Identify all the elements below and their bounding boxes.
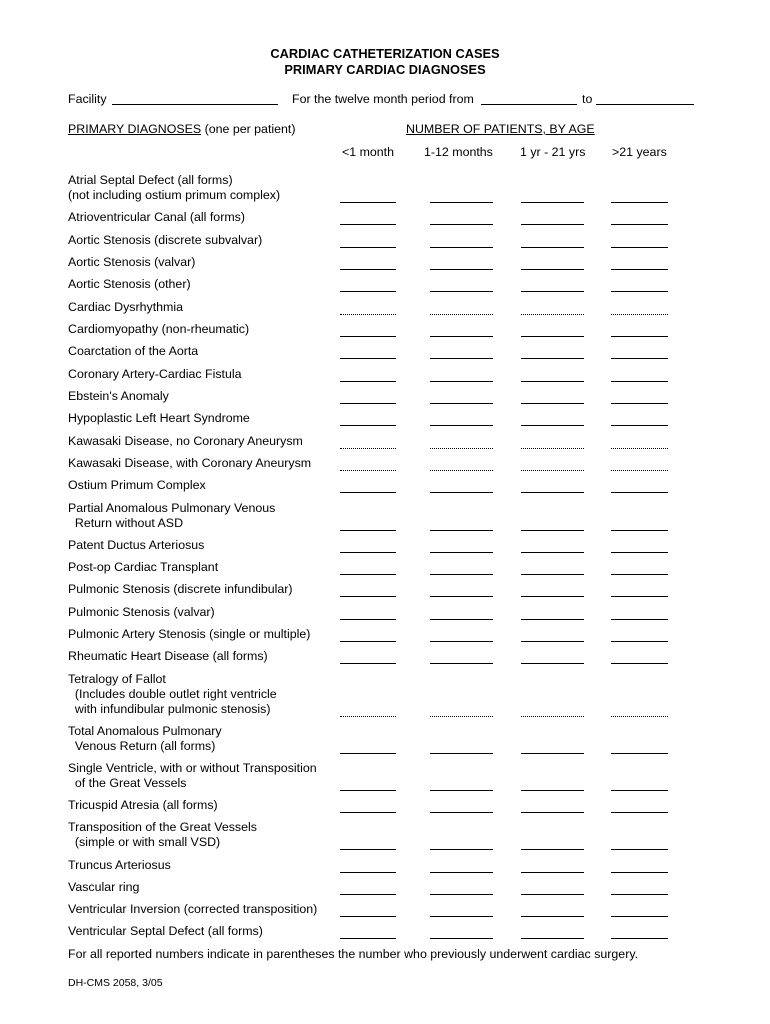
count-field-1-21-years[interactable]: [521, 641, 584, 642]
count-field-1-12-months[interactable]: [430, 552, 493, 553]
facility-field[interactable]: [112, 104, 278, 105]
count-field-1-21-years[interactable]: [521, 358, 584, 359]
diagnosis-label-line: Total Anomalous Pulmonary: [68, 724, 222, 738]
count-field-1-21-years[interactable]: [521, 753, 584, 754]
period-label: For the twelve month period from: [292, 92, 474, 106]
diagnosis-label-line: Pulmonic Stenosis (discrete infundibular): [68, 582, 293, 596]
count-field-under-1-month[interactable]: [340, 938, 396, 939]
count-field-1-21-years[interactable]: [521, 291, 584, 292]
count-field-over-21-years[interactable]: [611, 202, 668, 203]
diagnosis-label-line: (Includes double outlet right ventricle: [68, 687, 277, 701]
count-field-over-21-years[interactable]: [611, 358, 668, 359]
count-field-1-12-months[interactable]: [430, 358, 493, 359]
diagnosis-label-line: Rheumatic Heart Disease (all forms): [68, 649, 268, 663]
count-field-over-21-years[interactable]: [611, 619, 668, 620]
diagnosis-label: [68, 277, 191, 292]
count-field-under-1-month[interactable]: [340, 224, 396, 225]
count-field-over-21-years[interactable]: [611, 403, 668, 404]
count-field-1-21-years[interactable]: [521, 269, 584, 270]
col-header-over-21-years: >21 years: [612, 145, 667, 159]
count-field-under-1-month[interactable]: [340, 269, 396, 270]
diagnosis-label: [68, 858, 171, 873]
diagnosis-label: [68, 798, 218, 813]
diagnosis-label: [68, 322, 249, 337]
count-field-1-12-months[interactable]: [430, 425, 493, 426]
count-field-over-21-years[interactable]: [611, 314, 668, 315]
count-field-1-12-months[interactable]: [430, 753, 493, 754]
diagnosis-label: [68, 560, 218, 575]
diagnosis-label-line: Ebstein's Anomaly: [68, 389, 169, 403]
count-field-1-12-months[interactable]: [430, 641, 493, 642]
diagnosis-label-line: Cardiomyopathy (non-rheumatic): [68, 322, 250, 336]
count-field-1-12-months[interactable]: [430, 790, 493, 791]
diagnosis-label: [68, 761, 317, 791]
diagnosis-label-line: Return without ASD: [68, 516, 184, 530]
count-field-1-21-years[interactable]: [521, 336, 584, 337]
count-field-1-12-months[interactable]: [430, 872, 493, 873]
col-header-1-12-months: 1-12 months: [424, 145, 493, 159]
count-field-over-21-years[interactable]: [611, 381, 668, 382]
count-field-under-1-month[interactable]: [340, 812, 396, 813]
diagnosis-label-line: Ventricular Inversion (corrected transposition): [68, 902, 318, 916]
diagnosis-label-line: Single Ventricle, with or without Transposition: [68, 761, 317, 775]
count-field-1-21-years[interactable]: [521, 790, 584, 791]
count-field-over-21-years[interactable]: [611, 938, 668, 939]
diagnosis-label-line: Coronary Artery-Cardiac Fistula: [68, 367, 242, 381]
count-field-under-1-month[interactable]: [340, 448, 396, 449]
count-field-1-21-years[interactable]: [521, 425, 584, 426]
count-field-1-12-months[interactable]: [430, 849, 493, 850]
count-field-1-12-months[interactable]: [430, 470, 493, 471]
diagnosis-label: [68, 434, 303, 449]
diagnosis-label-line: Kawasaki Disease, with Coronary Aneurysm: [68, 456, 312, 470]
count-field-over-21-years[interactable]: [611, 530, 668, 531]
count-field-over-21-years[interactable]: [611, 247, 668, 248]
count-field-under-1-month[interactable]: [340, 358, 396, 359]
count-field-over-21-years[interactable]: [611, 552, 668, 553]
count-field-under-1-month[interactable]: [340, 872, 396, 873]
diagnosis-label: [68, 173, 280, 203]
count-field-1-21-years[interactable]: [521, 716, 584, 717]
count-field-1-21-years[interactable]: [521, 247, 584, 248]
diagnoses-header: PRIMARY DIAGNOSES (one per patient): [68, 122, 296, 136]
count-field-1-21-years[interactable]: [521, 596, 584, 597]
diagnosis-label-line: Kawasaki Disease, no Coronary Aneurysm: [68, 434, 303, 448]
diagnosis-label: [68, 582, 293, 597]
diagnosis-label: [68, 649, 268, 664]
diagnosis-label: [68, 367, 242, 382]
diagnosis-label: [68, 233, 262, 248]
count-field-under-1-month[interactable]: [340, 716, 396, 717]
count-field-1-12-months[interactable]: [430, 403, 493, 404]
count-field-under-1-month[interactable]: [340, 552, 396, 553]
period-to-label: to: [582, 92, 593, 106]
diagnosis-label: [68, 389, 169, 404]
diagnosis-label-line: Venous Return (all forms): [68, 739, 216, 753]
count-field-over-21-years[interactable]: [611, 812, 668, 813]
count-field-over-21-years[interactable]: [611, 790, 668, 791]
count-field-1-12-months[interactable]: [430, 894, 493, 895]
count-field-1-12-months[interactable]: [430, 812, 493, 813]
diagnosis-label-line: Atrioventricular Canal (all forms): [68, 210, 245, 224]
diagnosis-label: [68, 478, 206, 493]
count-field-under-1-month[interactable]: [340, 790, 396, 791]
diagnosis-label: [68, 724, 222, 754]
diagnosis-label-line: Transposition of the Great Vessels: [68, 820, 257, 834]
count-field-1-12-months[interactable]: [430, 202, 493, 203]
diagnosis-label: [68, 672, 277, 717]
count-field-1-21-years[interactable]: [521, 381, 584, 382]
count-field-1-21-years[interactable]: [521, 916, 584, 917]
count-field-1-21-years[interactable]: [521, 894, 584, 895]
diagnosis-label: [68, 924, 263, 939]
count-field-over-21-years[interactable]: [611, 849, 668, 850]
count-field-under-1-month[interactable]: [340, 574, 396, 575]
count-field-over-21-years[interactable]: [611, 448, 668, 449]
count-field-under-1-month[interactable]: [340, 336, 396, 337]
facility-label: Facility: [68, 92, 107, 106]
count-field-over-21-years[interactable]: [611, 716, 668, 717]
col-header-under-1-month: <1 month: [342, 145, 395, 159]
diagnosis-label: [68, 820, 257, 850]
diagnosis-label-line: Pulmonic Artery Stenosis (single or multiple): [68, 627, 311, 641]
count-field-over-21-years[interactable]: [611, 916, 668, 917]
count-field-over-21-years[interactable]: [611, 492, 668, 493]
diagnosis-label-line: of the Great Vessels: [68, 776, 187, 790]
diagnosis-label: [68, 300, 183, 315]
count-field-under-1-month[interactable]: [340, 641, 396, 642]
count-field-under-1-month[interactable]: [340, 291, 396, 292]
count-field-1-21-years[interactable]: [521, 619, 584, 620]
count-field-over-21-years[interactable]: [611, 470, 668, 471]
count-field-under-1-month[interactable]: [340, 916, 396, 917]
diagnosis-label-line: Tricuspid Atresia (all forms): [68, 798, 218, 812]
period-from-field[interactable]: [481, 104, 577, 105]
patients-by-age-header: NUMBER OF PATIENTS, BY AGE: [406, 122, 595, 136]
diagnosis-label: [68, 605, 215, 620]
diagnosis-label: [68, 627, 310, 642]
count-field-1-21-years[interactable]: [521, 492, 584, 493]
count-field-under-1-month[interactable]: [340, 403, 396, 404]
diagnosis-label-line: Aortic Stenosis (discrete subvalvar): [68, 233, 263, 247]
diagnosis-label-line: (simple or with small VSD): [68, 835, 221, 849]
diagnosis-label: [68, 456, 311, 471]
count-field-1-21-years[interactable]: [521, 574, 584, 575]
diagnosis-label: [68, 538, 204, 553]
count-field-under-1-month[interactable]: [340, 663, 396, 664]
count-field-over-21-years[interactable]: [611, 894, 668, 895]
diagnosis-label: [68, 411, 250, 426]
count-field-1-21-years[interactable]: [521, 552, 584, 553]
diagnosis-label: [68, 501, 275, 531]
count-field-1-12-months[interactable]: [430, 663, 493, 664]
form-title: CARDIAC CATHETERIZATION CASES: [270, 46, 500, 61]
col-header-1-21-years: 1 yr - 21 yrs: [520, 145, 586, 159]
footnote: For all reported numbers indicate in parentheses the number who previously underwent cardiac surgery.: [68, 947, 639, 961]
form-id: DH-CMS 2058, 3/05: [68, 977, 163, 989]
count-field-over-21-years[interactable]: [611, 872, 668, 873]
count-field-over-21-years[interactable]: [611, 291, 668, 292]
count-field-over-21-years[interactable]: [611, 596, 668, 597]
count-field-under-1-month[interactable]: [340, 492, 396, 493]
count-field-1-21-years[interactable]: [521, 470, 584, 471]
count-field-1-21-years[interactable]: [521, 448, 584, 449]
count-field-1-21-years[interactable]: [521, 530, 584, 531]
count-field-under-1-month[interactable]: [340, 470, 396, 471]
count-field-over-21-years[interactable]: [611, 425, 668, 426]
count-field-1-21-years[interactable]: [521, 872, 584, 873]
diagnosis-label-line: Ostium Primum Complex: [68, 478, 206, 492]
count-field-1-12-months[interactable]: [430, 448, 493, 449]
count-field-1-21-years[interactable]: [521, 663, 584, 664]
count-field-1-12-months[interactable]: [430, 336, 493, 337]
count-field-1-21-years[interactable]: [521, 403, 584, 404]
count-field-under-1-month[interactable]: [340, 894, 396, 895]
diagnosis-label-line: Hypoplastic Left Heart Syndrome: [68, 411, 250, 425]
count-field-1-12-months[interactable]: [430, 314, 493, 315]
count-field-1-21-years[interactable]: [521, 849, 584, 850]
diagnosis-label-line: Patent Ductus Arteriosus: [68, 538, 205, 552]
diagnosis-label-line: Tetralogy of Fallot: [68, 672, 166, 686]
count-field-under-1-month[interactable]: [340, 425, 396, 426]
count-field-1-12-months[interactable]: [430, 596, 493, 597]
count-field-over-21-years[interactable]: [611, 224, 668, 225]
diagnosis-label: [68, 902, 317, 917]
count-field-1-21-years[interactable]: [521, 812, 584, 813]
count-field-1-12-months[interactable]: [430, 381, 493, 382]
diagnosis-label-line: Aortic Stenosis (other): [68, 277, 191, 291]
diagnosis-label-line: with infundibular pulmonic stenosis): [68, 702, 271, 716]
diagnosis-label: [68, 344, 198, 359]
count-field-1-12-months[interactable]: [430, 574, 493, 575]
count-field-1-12-months[interactable]: [430, 247, 493, 248]
count-field-under-1-month[interactable]: [340, 530, 396, 531]
diagnosis-label-line: Cardiac Dysrhythmia: [68, 300, 183, 314]
count-field-under-1-month[interactable]: [340, 753, 396, 754]
count-field-1-12-months[interactable]: [430, 619, 493, 620]
count-field-1-21-years[interactable]: [521, 314, 584, 315]
count-field-1-12-months[interactable]: [430, 492, 493, 493]
count-field-1-12-months[interactable]: [430, 916, 493, 917]
count-field-1-21-years[interactable]: [521, 202, 584, 203]
count-field-under-1-month[interactable]: [340, 381, 396, 382]
count-field-1-21-years[interactable]: [521, 938, 584, 939]
count-field-1-12-months[interactable]: [430, 938, 493, 939]
diagnosis-label-line: Ventricular Septal Defect (all forms): [68, 924, 263, 938]
count-field-over-21-years[interactable]: [611, 663, 668, 664]
count-field-over-21-years[interactable]: [611, 336, 668, 337]
count-field-1-12-months[interactable]: [430, 716, 493, 717]
count-field-over-21-years[interactable]: [611, 753, 668, 754]
count-field-1-12-months[interactable]: [430, 269, 493, 270]
count-field-1-12-months[interactable]: [430, 291, 493, 292]
diagnosis-label-line: Aortic Stenosis (valvar): [68, 255, 196, 269]
count-field-under-1-month[interactable]: [340, 596, 396, 597]
period-to-field[interactable]: [596, 104, 694, 105]
count-field-1-12-months[interactable]: [430, 530, 493, 531]
diagnosis-label-line: Atrial Septal Defect (all forms): [68, 173, 233, 187]
diagnosis-label-line: Pulmonic Stenosis (valvar): [68, 605, 215, 619]
diagnosis-label-line: Coarctation of the Aorta: [68, 344, 199, 358]
count-field-under-1-month[interactable]: [340, 619, 396, 620]
diagnosis-label: [68, 255, 195, 270]
count-field-under-1-month[interactable]: [340, 314, 396, 315]
count-field-under-1-month[interactable]: [340, 849, 396, 850]
count-field-1-21-years[interactable]: [521, 224, 584, 225]
diagnosis-label-line: Truncus Arteriosus: [68, 858, 171, 872]
count-field-under-1-month[interactable]: [340, 247, 396, 248]
diagnosis-label: [68, 880, 139, 895]
count-field-under-1-month[interactable]: [340, 202, 396, 203]
count-field-over-21-years[interactable]: [611, 574, 668, 575]
diagnosis-label-line: Vascular ring: [68, 880, 140, 894]
diagnosis-label-line: Post-op Cardiac Transplant: [68, 560, 219, 574]
count-field-over-21-years[interactable]: [611, 269, 668, 270]
diagnosis-label: [68, 210, 245, 225]
count-field-1-12-months[interactable]: [430, 224, 493, 225]
diagnosis-label-line: (not including ostium primum complex): [68, 188, 281, 202]
form-subtitle: PRIMARY CARDIAC DIAGNOSES: [284, 62, 486, 77]
diagnosis-label-line: Partial Anomalous Pulmonary Venous: [68, 501, 276, 515]
count-field-over-21-years[interactable]: [611, 641, 668, 642]
